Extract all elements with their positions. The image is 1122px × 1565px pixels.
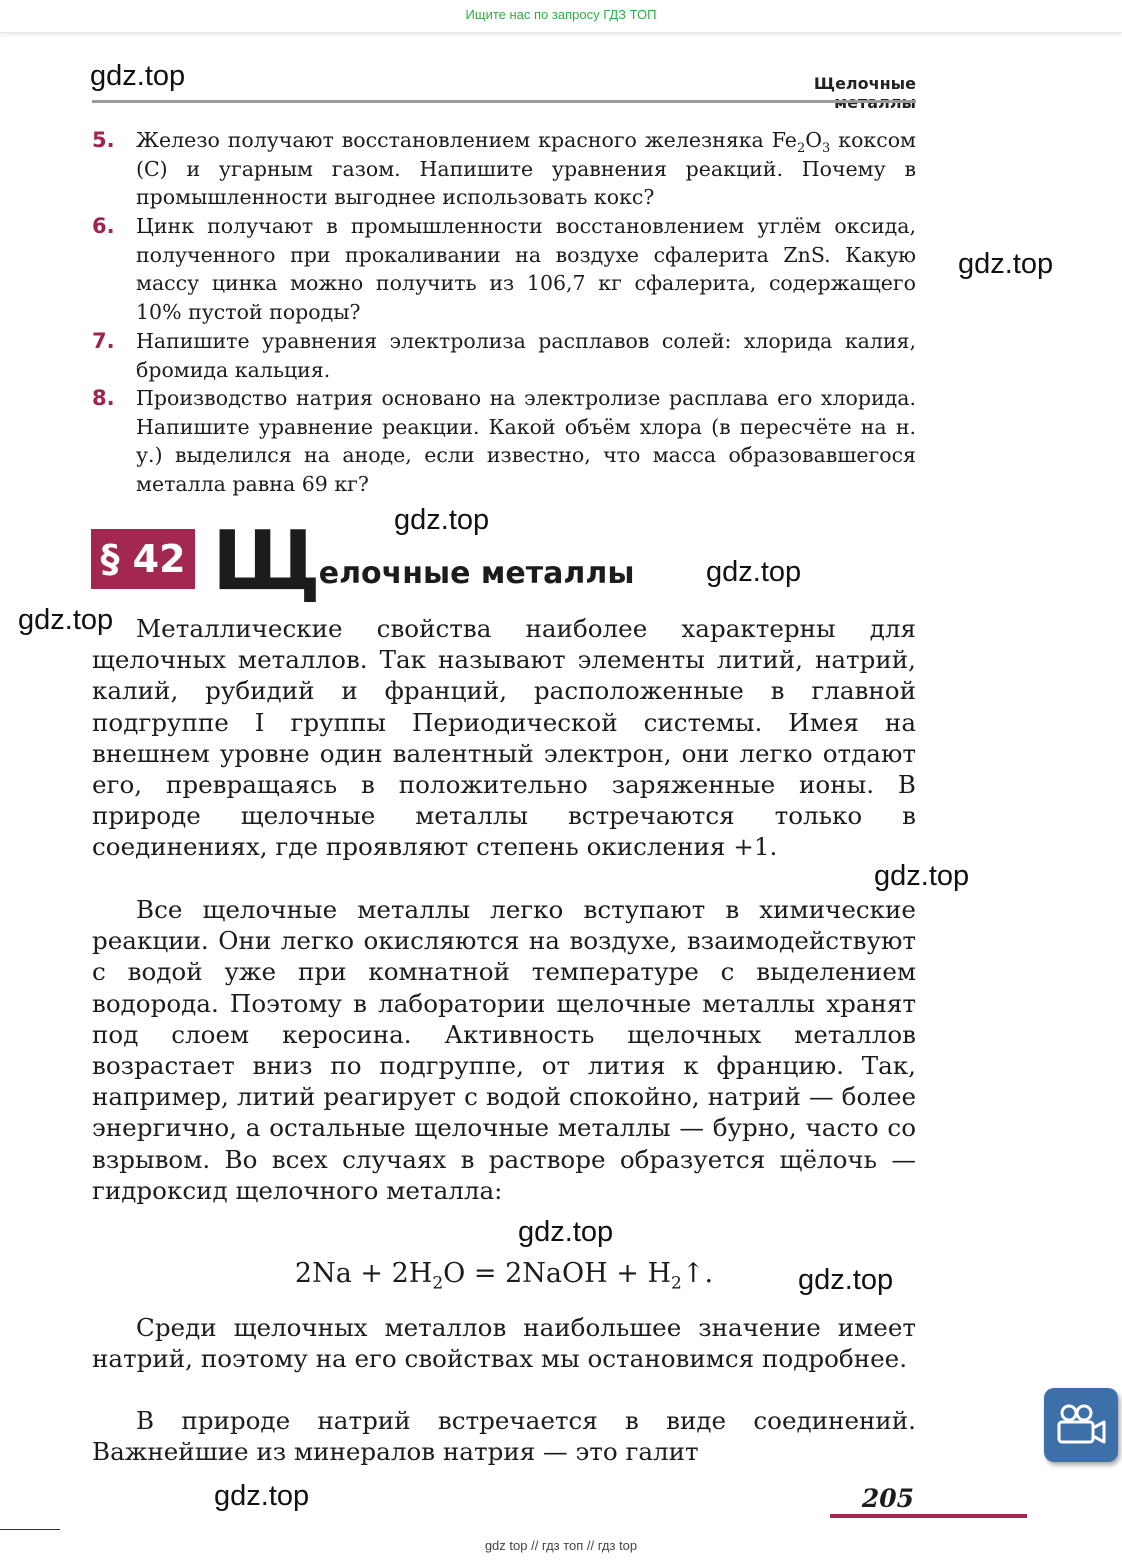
task-number: 6. xyxy=(92,214,115,238)
task-item xyxy=(92,327,916,384)
section-title-rest: елочные металлы xyxy=(318,556,635,591)
watermark: gdz.top xyxy=(90,60,186,92)
task-item xyxy=(92,384,916,499)
watermark: gdz.top xyxy=(18,604,114,636)
task-text: Производство натрия основано на электролизе расплава его хлорида. Напишите уравнение реакции. Какой объём хлора (в пересчёте на н. у.) выделился на аноде, если известно, что масса образовавшегося металла равна 69 кг? xyxy=(136,386,916,497)
watermark: gdz.top xyxy=(394,504,490,536)
header-divider xyxy=(92,100,916,103)
watermark: gdz.top xyxy=(958,248,1054,280)
task-number: 7. xyxy=(92,329,115,353)
footer-text: gdz top // гдз топ // гдз top xyxy=(484,1538,638,1553)
top-banner-text: Ищите нас по запросу ГДЗ ТОП xyxy=(465,7,657,22)
chemical-equation: $2Na + 2H_2O$ = 2NaOH + $H_2↑$. xyxy=(294,1258,714,1294)
body-paragraph: Металлические свойства наиболее характерны для щелочных металлов. Так называют элементы литий, натрий, калий, рубидий и франций, расположенные в главной подгруппе I группы Периодической системы. Имея на внешнем уровне один валентный электрон, они легко отдают его, превращаясь в положительно заряженные ионы. В природе щелочные металлы встречаются только в соединениях, где проявляют степень окисления +1. xyxy=(92,614,916,862)
task-number: 8. xyxy=(92,386,115,410)
top-banner xyxy=(0,0,1122,33)
task-text: Напишите уравнения электролиза расплавов солей: хлорида калия, бромида кальция. xyxy=(136,329,916,382)
footer-divider xyxy=(0,1529,60,1530)
page-number: 205 xyxy=(861,1484,914,1513)
watermark: gdz.top xyxy=(798,1264,894,1296)
section-badge: § 42 xyxy=(91,529,195,589)
task-item xyxy=(92,126,916,212)
watermark: gdz.top xyxy=(874,860,970,892)
section-title xyxy=(212,514,635,609)
page-number-rule xyxy=(830,1514,1027,1518)
body-paragraph: Среди щелочных металлов наибольшее значение имеет натрий, поэтому на его свойствах мы остановимся подробнее. xyxy=(92,1313,916,1374)
video-camera-icon[interactable] xyxy=(1044,1388,1118,1462)
running-head: Щелочные xyxy=(813,74,916,93)
body-paragraph: Все щелочные металлы легко вступают в химические реакции. Они легко окисляются на воздухе, взаимодействуют с водой уже при комнатной температуре с выделением водорода. Поэтому в лаборатории щелочные металлы хранят под слоем керосина. Активность щелочных металлов возрастает вниз по подгруппе, от лития к францию. Так, например, литий реагирует с водой спокойно, натрий — более энергично, а остальные щелочные металлы — бурно, часто со взрывом. Во всех случаях в растворе образуется щёлочь — гидроксид щелочного металла: xyxy=(92,895,916,1205)
body-paragraph: В природе натрий встречается в виде соединений. Важнейшие из минералов натрия — это галит xyxy=(92,1406,916,1467)
section-title-initial: Щ xyxy=(212,514,319,609)
task-text: Цинк получают в промышленности восстановлением углём оксида, полученного при прокаливании на воздухе сфалерита ZnS. Какую массу цинка можно получить из 106,7 кг сфалерита, содержащего 10% пустой породы? xyxy=(136,214,916,325)
task-text: Железо получают восстановлением красного железняка $Fe_2O_3$ коксом (С) и угарным газом. Напишите уравнения реакций. Почему в промышленности выгоднее использовать кокс? xyxy=(136,128,916,210)
watermark: gdz.top xyxy=(214,1480,310,1512)
watermark: gdz.top xyxy=(706,556,802,588)
task-number: 5. xyxy=(92,128,115,152)
task-item xyxy=(92,212,916,327)
watermark: gdz.top xyxy=(518,1216,614,1248)
